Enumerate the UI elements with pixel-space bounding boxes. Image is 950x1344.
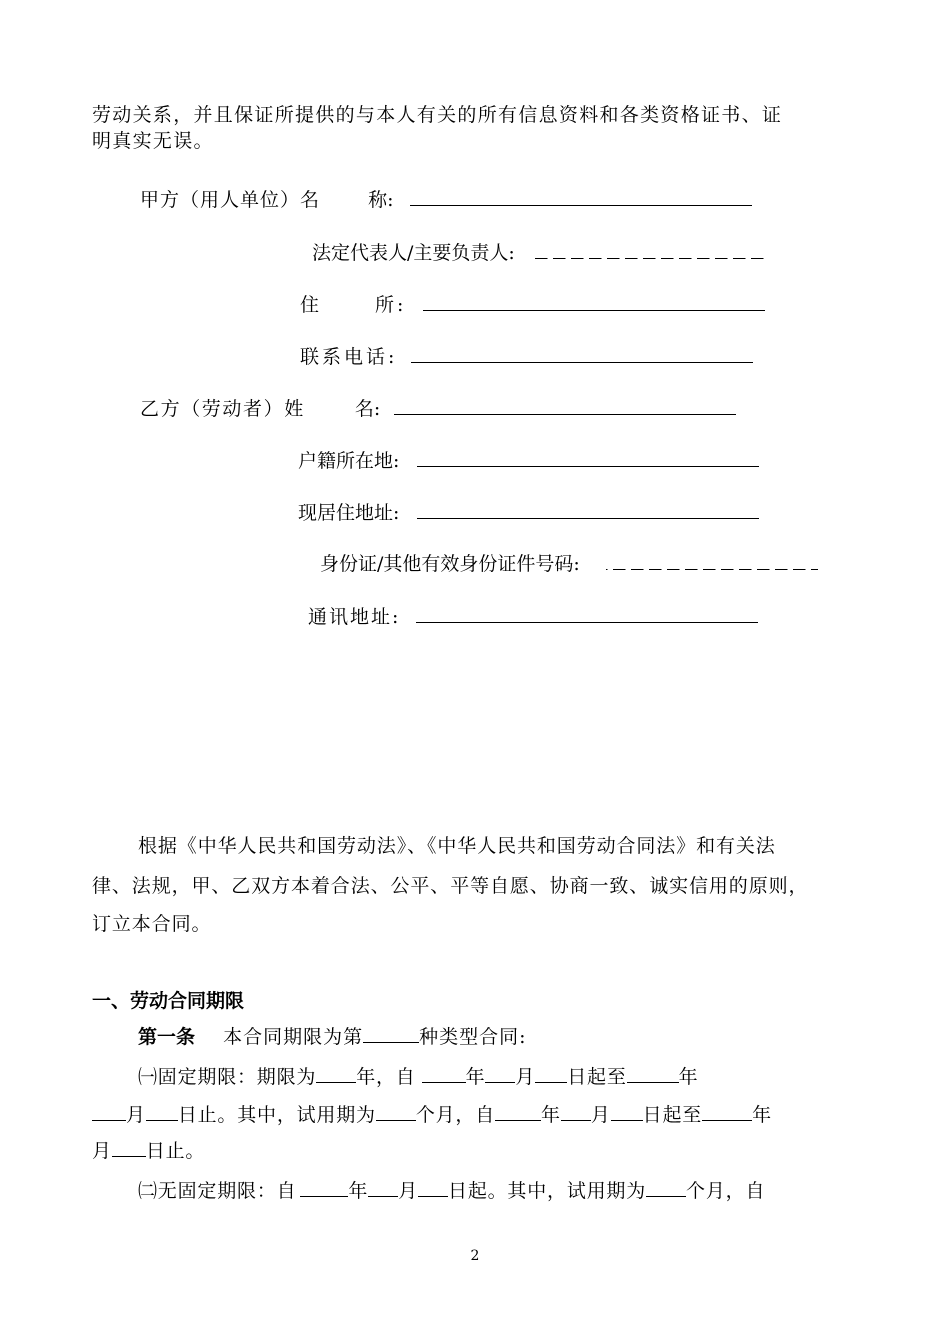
fixed-term-text-10: 年: [541, 1104, 561, 1126]
address-label: 住 所:: [300, 294, 407, 316]
page-number: 2: [470, 1248, 480, 1264]
start-month-blank[interactable]: [485, 1064, 515, 1083]
mail-address-label: 通讯地址:: [308, 606, 401, 628]
fixed-term-text-15: 日止。: [145, 1140, 206, 1162]
id-number-row: [320, 551, 818, 577]
phone-label: 联系电话:: [300, 346, 398, 368]
party-b-name-field[interactable]: [394, 396, 736, 415]
section-1-heading: 一、劳动合同期限: [92, 990, 245, 1012]
party-b-name-row: [140, 396, 736, 422]
intro-line-2: 明真实无误。: [92, 130, 214, 152]
contract-type-blank[interactable]: [363, 1024, 419, 1043]
probation-months-blank[interactable]: [376, 1102, 416, 1121]
start-day-blank[interactable]: [535, 1064, 567, 1083]
fixed-term-text-8: 日止。其中，试用期为: [177, 1104, 376, 1126]
party-b-name-suffix: 名:: [354, 398, 381, 420]
article-1-label: 第一条: [138, 1026, 196, 1048]
open-probation-months-blank[interactable]: [646, 1178, 686, 1197]
open-term-text-3: 月: [398, 1180, 419, 1202]
open-term-text-4: 日起。其中，试用期为: [448, 1180, 647, 1202]
end-month-blank[interactable]: [92, 1102, 126, 1121]
fixed-term-text-5: 日起至: [567, 1066, 627, 1088]
fixed-term-text-11: 月: [590, 1104, 611, 1126]
party-a-name-suffix: 称:: [368, 189, 394, 211]
open-term-text-2: 年: [348, 1180, 369, 1202]
term-years-blank[interactable]: [316, 1064, 356, 1083]
id-number-field[interactable]: [606, 552, 818, 570]
open-start-year-blank[interactable]: [300, 1178, 348, 1197]
id-number-label: 身份证/其他有效身份证件号码:: [320, 553, 580, 575]
household-row: [298, 448, 759, 474]
fixed-term-text-4: 月: [515, 1066, 536, 1088]
fixed-term-text-12: 日起至: [642, 1104, 703, 1126]
probation-start-year-blank[interactable]: [495, 1102, 541, 1121]
residence-label: 现居住地址:: [298, 502, 400, 524]
probation-end-year-blank[interactable]: [702, 1102, 752, 1121]
fixed-term-text-7: 月: [126, 1104, 146, 1126]
open-term-line-1: [138, 1178, 765, 1204]
fixed-term-line-1: [138, 1064, 698, 1090]
end-year-blank[interactable]: [627, 1064, 679, 1083]
open-term-text-1: ㈡无固定期限：自: [138, 1180, 297, 1202]
preamble-line-3: 订立本合同。: [92, 913, 212, 935]
party-a-label: 甲方（用人单位）名: [140, 189, 321, 211]
address-field[interactable]: [423, 292, 765, 311]
fixed-term-text-9: 个月，自: [415, 1104, 496, 1126]
household-label: 户籍所在地:: [298, 450, 400, 472]
residence-field[interactable]: [417, 500, 759, 519]
end-day-blank[interactable]: [146, 1102, 178, 1121]
residence-row: [298, 500, 759, 526]
party-a-address-row: [300, 292, 765, 318]
fixed-term-line-2: [92, 1102, 772, 1128]
legal-rep-field[interactable]: [535, 241, 769, 259]
open-term-text-5: 个月，自: [686, 1180, 766, 1202]
household-field[interactable]: [417, 448, 759, 467]
probation-start-day-blank[interactable]: [611, 1102, 643, 1121]
fixed-term-text-2: 年，自: [356, 1066, 416, 1088]
article-1-row: [138, 1024, 526, 1050]
preamble-line-2: 律、法规，甲、乙双方本着合法、公平、平等自愿、协商一致、诚实信用的原则，: [92, 875, 809, 897]
party-a-name-row: [140, 187, 752, 213]
party-a-name-field[interactable]: [410, 187, 752, 206]
phone-field[interactable]: [411, 344, 753, 363]
article-1-text-b: 种类型合同:: [419, 1026, 527, 1048]
fixed-term-text-1: ㈠固定期限：期限为: [138, 1066, 317, 1088]
intro-line-1: 劳动关系，并且保证所提供的与本人有关的所有信息资料和各类资格证书、证: [92, 104, 783, 126]
party-a-phone-row: [300, 344, 753, 370]
preamble-line-1: 根据《中华人民共和国劳动法》、《中华人民共和国劳动合同法》和有关法: [138, 835, 776, 857]
fixed-term-text-6: 年: [678, 1066, 699, 1088]
open-start-day-blank[interactable]: [418, 1178, 448, 1197]
article-1-text-a: 本合同期限为第: [223, 1026, 364, 1048]
legal-rep-label: 法定代表人/主要负责人:: [312, 242, 515, 264]
open-start-month-blank[interactable]: [368, 1178, 398, 1197]
fixed-term-text-14: 月: [92, 1140, 112, 1162]
probation-end-month-blank[interactable]: [112, 1138, 146, 1157]
fixed-term-line-3: [92, 1138, 205, 1164]
mail-address-field[interactable]: [416, 604, 758, 623]
fixed-term-text-13: 年: [752, 1104, 772, 1126]
party-b-label: 乙方（劳动者）姓: [140, 398, 305, 420]
mail-address-row: [308, 604, 758, 630]
fixed-term-text-3: 年: [465, 1066, 486, 1088]
probation-start-month-blank[interactable]: [561, 1102, 591, 1121]
party-a-legal-rep-row: [312, 240, 769, 266]
start-year-blank[interactable]: [422, 1064, 466, 1083]
